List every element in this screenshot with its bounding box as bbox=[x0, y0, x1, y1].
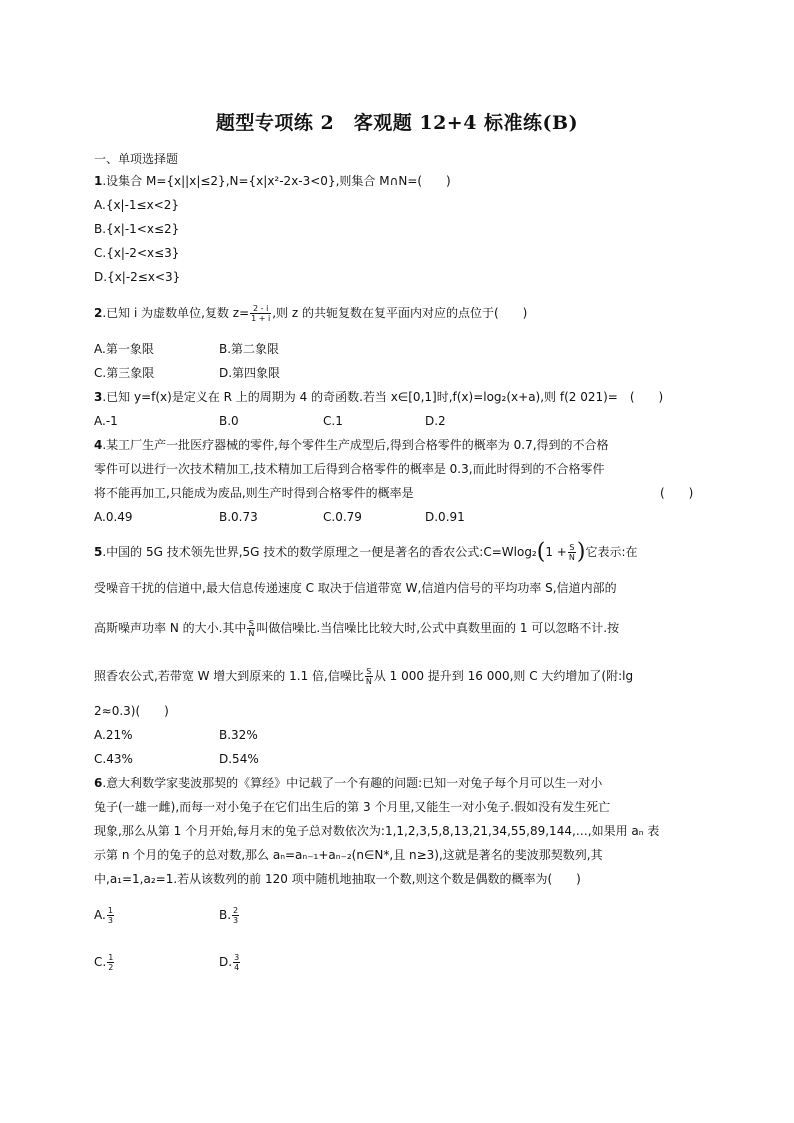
question-text-pre: 高斯噪声功率 N 的大小.其中 bbox=[94, 621, 247, 635]
q1-option-a: A.{x|-1≤x<2} bbox=[94, 198, 180, 212]
question-number: 4 bbox=[94, 438, 103, 452]
fraction bbox=[233, 953, 240, 972]
question-5-line-3 bbox=[94, 619, 619, 638]
fraction bbox=[232, 906, 239, 925]
fraction-numerator: S bbox=[569, 543, 575, 552]
q3-option-d: D.2 bbox=[425, 414, 446, 428]
fraction bbox=[250, 304, 271, 323]
question-5-line-5: 2≈0.3)( ) bbox=[94, 704, 169, 718]
question-4-line-2: 零件可以进行一次技术精加工,技术精加工后得到合格零件的概率是 0.3,而此时得到的不合格零件 bbox=[94, 462, 605, 476]
fraction-numerator: S bbox=[366, 667, 372, 676]
fraction-denominator: 3 bbox=[107, 916, 113, 925]
q4-option-d: D.0.91 bbox=[425, 510, 465, 524]
q2-option-d: D.第四象限 bbox=[219, 366, 281, 380]
q5-option-b: B.32% bbox=[219, 728, 258, 742]
question-6-line-4: 示第 n 个月的兔子的总对数,那么 aₙ=aₙ₋₁+aₙ₋₂(n∈N*,且 n≥3),这就是著名的斐波那契数列,其 bbox=[94, 848, 603, 862]
fraction-denominator: 1 + i bbox=[251, 314, 271, 323]
question-5-line-1 bbox=[94, 539, 638, 565]
option-label: B. bbox=[219, 908, 232, 922]
question-6-line-1 bbox=[94, 776, 602, 790]
q5-option-d: D.54% bbox=[219, 752, 259, 766]
q1-option-c: C.{x|-2<x≤3} bbox=[94, 246, 180, 260]
q2-option-c: C.第三象限 bbox=[94, 366, 155, 380]
q6-option-a bbox=[94, 906, 115, 925]
fraction bbox=[568, 543, 576, 562]
q6-option-b bbox=[219, 906, 240, 925]
page-title: 题型专项练 2 客观题 12+4 标准练(B) bbox=[215, 112, 579, 134]
answer-paren: ( ) bbox=[660, 486, 694, 500]
q2-option-b: B.第二象限 bbox=[219, 342, 280, 356]
question-text: .已知 y=f(x)是定义在 R 上的周期为 4 的奇函数.若当 x∈[0,1]时,f(x)=log₂(x+a),则 f(2 021)= ( ) bbox=[102, 390, 664, 404]
question-6-line-2: 兔子(一雄一雌),而每一对小兔子在它们出生后的第 3 个月里,又能生一对小兔子.假如没有发生死亡 bbox=[94, 800, 611, 814]
q3-option-c: C.1 bbox=[323, 414, 343, 428]
question-3-stem bbox=[94, 390, 663, 404]
question-text: .某工厂生产一批医疗器械的零件,每个零件生产成型后,得到合格零件的概率为 0.7,得到的不合格 bbox=[102, 438, 609, 452]
question-text-pre: .已知 i 为虚数单位,复数 z= bbox=[102, 306, 250, 320]
question-6-line-3: 现象,那么从第 1 个月开始,每月末的兔子总对数依次为:1,1,2,3,5,8,13,21,34,55,89,144,…,如果用 aₙ 表 bbox=[94, 824, 660, 838]
question-text-pre: 照香农公式,若带宽 W 增大到原来的 1.1 倍,信噪比 bbox=[94, 669, 364, 683]
question-text-pre: .中国的 5G 技术领先世界,5G 技术的数学原理之一便是著名的香农公式:C=Wlog₂ bbox=[102, 545, 537, 559]
fraction-denominator: N bbox=[248, 629, 255, 638]
question-text-post: 它表示:在 bbox=[585, 545, 638, 559]
formula-close-paren: ) bbox=[576, 539, 586, 565]
fraction bbox=[107, 953, 114, 972]
fraction-numerator: 1 bbox=[107, 906, 113, 915]
section-heading: 一、单项选择题 bbox=[94, 152, 179, 166]
formula-open-paren: ( bbox=[536, 539, 546, 565]
q5-option-a: A.21% bbox=[94, 728, 133, 742]
question-5-line-4 bbox=[94, 667, 633, 686]
option-label: A. bbox=[94, 908, 106, 922]
question-4-line-1 bbox=[94, 438, 609, 452]
option-label: C. bbox=[94, 955, 107, 969]
fraction-denominator: 4 bbox=[234, 963, 240, 972]
option-label: D. bbox=[219, 955, 233, 969]
fraction-denominator: 3 bbox=[233, 916, 239, 925]
q3-option-a: A.-1 bbox=[94, 414, 118, 428]
question-text: .意大利数学家斐波那契的《算经》中记载了一个有趣的问题:已知一对兔子每个月可以生一对小 bbox=[102, 776, 603, 790]
q1-option-b: B.{x|-1<x≤2} bbox=[94, 222, 180, 236]
question-number: 5 bbox=[94, 545, 103, 559]
q2-option-a: A.第一象限 bbox=[94, 342, 154, 356]
fraction-denominator: N bbox=[568, 553, 575, 562]
question-text: .设集合 M={x||x|≤2},N={x|x²-2x-3<0},则集合 M∩N=( ) bbox=[102, 174, 451, 188]
fraction bbox=[107, 906, 114, 925]
fraction-numerator: 1 bbox=[108, 953, 114, 962]
question-text-post: 叫做信噪比.当信噪比比较大时,公式中真数里面的 1 可以忽略不计.按 bbox=[256, 621, 620, 635]
question-text-post: 从 1 000 提升到 16 000,则 C 大约增加了(附:lg bbox=[373, 669, 634, 683]
question-number: 2 bbox=[94, 306, 103, 320]
fraction-denominator: 2 bbox=[108, 963, 114, 972]
q5-option-c: C.43% bbox=[94, 752, 133, 766]
fraction-numerator: 3 bbox=[234, 953, 240, 962]
q4-option-c: C.0.79 bbox=[323, 510, 362, 524]
q3-option-b: B.0 bbox=[219, 414, 239, 428]
fraction-numerator: 2 bbox=[233, 906, 239, 915]
question-5-line-2: 受噪音干扰的信道中,最大信息传递速度 C 取决于信道带宽 W,信道内信号的平均功率 S,信道内部的 bbox=[94, 581, 617, 595]
q1-option-d: D.{x|-2≤x<3} bbox=[94, 270, 181, 284]
q4-option-b: B.0.73 bbox=[219, 510, 258, 524]
fraction-denominator: N bbox=[365, 677, 372, 686]
q6-option-c bbox=[94, 953, 115, 972]
fraction-numerator: 2 - i bbox=[250, 304, 271, 314]
fraction bbox=[365, 667, 373, 686]
question-text-post: ,则 z 的共轭复数在复平面内对应的点位于( ) bbox=[272, 306, 528, 320]
question-6-line-5: 中,a₁=1,a₂=1.若从该数列的前 120 项中随机地抽取一个数,则这个数是偶数的概率为( ) bbox=[94, 872, 581, 886]
q4-option-a: A.0.49 bbox=[94, 510, 133, 524]
question-number: 3 bbox=[94, 390, 103, 404]
question-number: 1 bbox=[94, 174, 103, 188]
q6-option-d bbox=[219, 953, 241, 972]
fraction bbox=[247, 619, 255, 638]
question-2-stem bbox=[94, 304, 527, 323]
formula-one-plus: 1 + bbox=[545, 545, 567, 559]
fraction-numerator: S bbox=[248, 619, 254, 628]
question-1-stem bbox=[94, 174, 451, 188]
question-4-line-3: 将不能再加工,只能成为废品,则生产时得到合格零件的概率是 bbox=[94, 486, 414, 500]
question-number: 6 bbox=[94, 776, 103, 790]
